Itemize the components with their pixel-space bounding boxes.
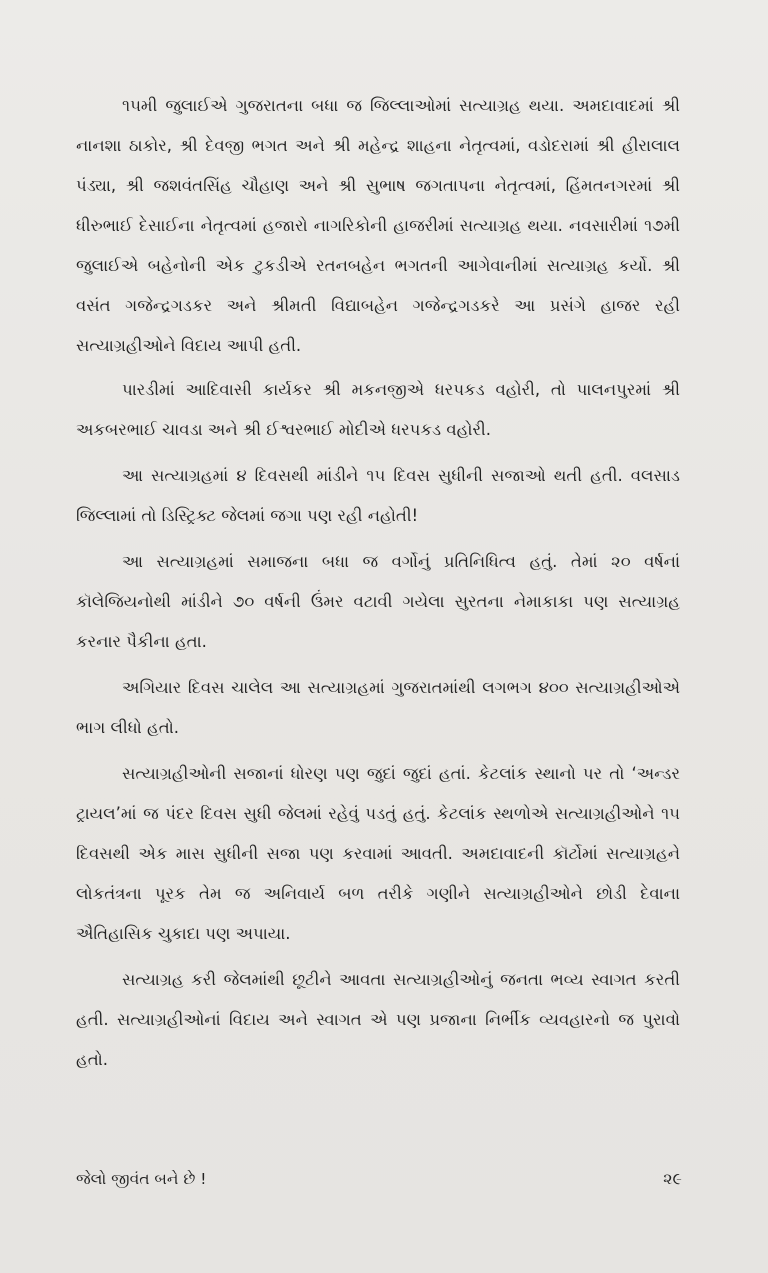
running-footer-title: જેલો જીવંત બને છે ! [76,1170,207,1188]
body-text [76,86,680,1086]
paragraph-participants: અગિયાર દિવસ ચાલેલ આ સત્યાગ્રહમાં ગુજરાતમાંથી લગભગ ૪૦૦ સત્યાગ્રહીઓએ ભાગ લીધો હતો. [76,678,680,737]
paragraph-representation: આ સત્યાગ્રહમાં સમાજના બધા જ વર્ગોનું પ્રતિનિધિત્વ હતું. તેમાં ૨૦ વર્ષનાં કૉલેજિયનોથી માંડીને ૭૦ વર્ષની ઉંમર વટાવી ગયેલા સુરતના નેમાકાકા પણ સત્યાગ્રહ કરનાર પૈકીના હતા. [76,552,680,651]
paragraph-pardi-arrests: પારડીમાં આદિવાસી કાર્યકર શ્રી મકનજીએ ધરપકડ વહોરી, તો પાલનપુરમાં શ્રી અકબરભાઈ ચાવડા અને શ્રી ઈશ્વરભાઈ મોદીએ ધરપકડ વહોરી. [76,380,680,439]
paragraph-sentence-norms: સત્યાગ્રહીઓની સજાનાં ધોરણ પણ જુદાં જુદાં હતાં. કેટલાંક સ્થાનો પર તો ‘અન્ડર ટ્રાયલ’માં જ પંદર દિવસ સુધી જેલમાં રહેવું પડતું હતું. કેટલાંક સ્થળોએ સત્યાગ્રહીઓને ૧૫ દિવસથી એક માસ સુધીની સજા પણ કરવામાં આવતી. અમદાવાદની કૉર્ટોમાં સત્યાગ્રહને લોકતંત્રના પૂરક તેમ જ અનિવાર્ય બળ તરીકે ગણીને સત્યાગ્રહીઓને છોડી દેવાના ઐતિહાસિક ચુકાદા પણ અપાયા. [76,764,680,943]
page-number: ૨૯ [663,1169,682,1188]
paragraph-satyagraha-july-15: ૧૫મી જુલાઈએ ગુજરાતના બધા જ જિલ્લાઓમાં સત્યાગ્રહ થયા. અમદાવાદમાં શ્રી નાનશા ઠાકોર, શ્રી દેવજી ભગત અને શ્રી મહેન્દ્ર શાહના નેતૃત્વમાં, વડોદરામાં શ્રી હીરાલાલ પંડ્યા, શ્રી જશવંતસિંહ ચૌહાણ અને શ્રી સુભાષ જગતાપના નેતૃત્વમાં, હિંમતનગરમાં શ્રી ધીરુભાઈ દેસાઈના નેતૃત્વમાં હજારો નાગરિકોની હાજરીમાં સત્યાગ્રહ થયા. નવસારીમાં ૧૭મી જુલાઈએ બહેનોની એક ટુકડીએ રતનબહેન ભગતની આગેવાનીમાં સત્યાગ્રહ કર્યો. શ્રી વસંત ગજેન્દ્રગડકર અને શ્રીમતી વિદ્યાબહેન ગજેન્દ્રગડકરે આ પ્રસંગે હાજર રહી સત્યાગ્રહીઓને વિદાય આપી હતી. [76,96,680,355]
paragraph-welcome: સત્યાગ્રહ કરી જેલમાંથી છૂટીને આવતા સત્યાગ્રહીઓનું જનતા ભવ્ય સ્વાગત કરતી હતી. સત્યાગ્રહીઓનાં વિદાય અને સ્વાગત એ પણ પ્રજાના નિર્ભીક વ્યવહારનો જ પુરાવો હતો. [76,970,680,1069]
paragraph-sentences: આ સત્યાગ્રહમાં ૪ દિવસથી માંડીને ૧૫ દિવસ સુધીની સજાઓ થતી હતી. વલસાડ જિલ્લામાં તો ડિસ્ટ્રિક્ટ જેલમાં જગા પણ રહી નહોતી! [76,466,680,525]
